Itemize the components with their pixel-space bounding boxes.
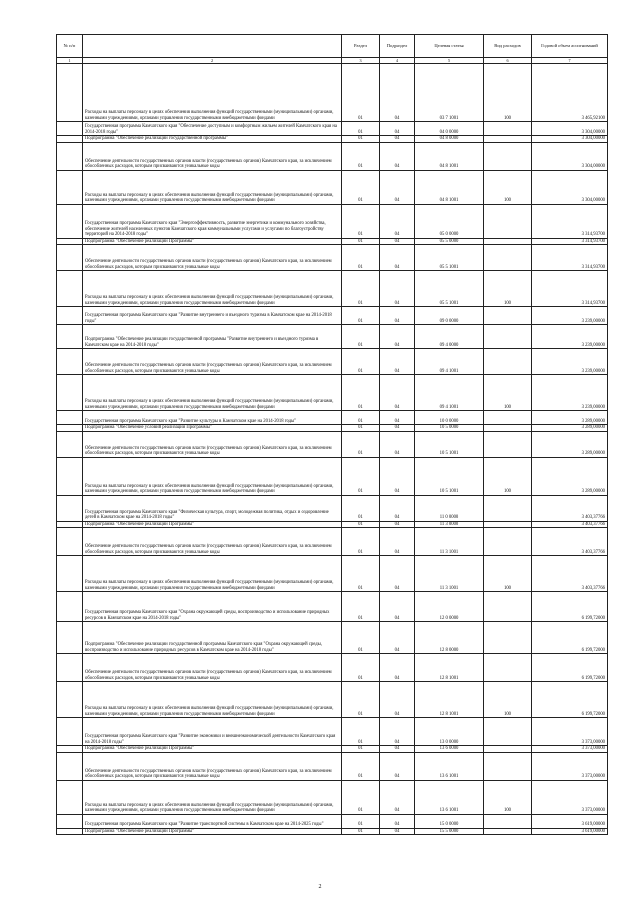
page-number: 2 xyxy=(318,884,322,890)
row-target-article: 05 5 0000 xyxy=(415,238,484,245)
row-subsection: 04 xyxy=(380,204,415,238)
table-row xyxy=(57,245,608,271)
row-amount: 3 403,37766 xyxy=(532,521,608,528)
row-section: 01 xyxy=(342,780,380,814)
row-number-cell xyxy=(57,349,83,375)
row-number-cell xyxy=(57,271,83,307)
table-row xyxy=(57,204,608,238)
row-section: 01 xyxy=(342,170,380,204)
column-number: 7 xyxy=(532,58,608,64)
row-expense-type xyxy=(484,622,532,654)
row-expense-type: 100 xyxy=(484,375,532,411)
header-target-article: Целевая статья xyxy=(415,35,484,58)
column-number: 4 xyxy=(380,58,415,64)
budget-table xyxy=(56,34,608,835)
row-description: Подпрограмма "Обеспечение реализации государственной программы Камчатского края "Охрана окружающей среды, воспроизводство и использование природных ресурсов в Камчатском крае на 2014-2018 годы" xyxy=(83,622,342,654)
table-row xyxy=(57,349,608,375)
row-expense-type xyxy=(484,431,532,457)
row-amount: 3 403,37766 xyxy=(532,528,608,556)
row-expense-type xyxy=(484,828,532,835)
row-description: Расходы на выплаты персоналу в целях обеспечения выполнения функций государственными (муниципальными) органами, казенными учреждениями, органами управления государственными внебюджетными фондами xyxy=(83,170,342,204)
row-number-cell xyxy=(57,170,83,204)
column-number: 1 xyxy=(57,58,83,64)
row-amount: 3 465,92100 xyxy=(532,64,608,122)
row-description: Государственная программа Камчатского края "Охрана окружающей среды, воспроизводство и использование природных ресурсов в Камчатском крае на 2014-2018 годы" xyxy=(83,592,342,622)
row-description: Обеспечение деятельности государственных органов власти (государственных органов) Камчатского края, за исключением обособленных расходов, которым присваиваются уникальные коды xyxy=(83,752,342,780)
row-target-article: 09 4 1001 xyxy=(415,349,484,375)
row-subsection: 04 xyxy=(380,411,415,425)
row-amount: 3 373,00000 xyxy=(532,752,608,780)
row-description: Подпрограмма "Обеспечение реализации Программы" xyxy=(83,746,342,753)
row-subsection: 04 xyxy=(380,654,415,682)
table-row xyxy=(57,375,608,411)
row-target-article: 10 5 1001 xyxy=(415,457,484,495)
row-number-cell xyxy=(57,654,83,682)
row-expense-type: 100 xyxy=(484,457,532,495)
row-number-cell xyxy=(57,431,83,457)
row-amount: 3 373,00000 xyxy=(532,718,608,746)
row-expense-type xyxy=(484,325,532,349)
row-expense-type xyxy=(484,718,532,746)
row-description: Подпрограмма "Обеспечение реализации Программы" xyxy=(83,238,342,245)
row-target-article: 05 5 1001 xyxy=(415,271,484,307)
row-subsection: 04 xyxy=(380,431,415,457)
row-target-article: 15 0 0000 xyxy=(415,814,484,828)
row-section: 01 xyxy=(342,622,380,654)
table-row xyxy=(57,752,608,780)
row-target-article: 10 5 0000 xyxy=(415,425,484,432)
row-subsection: 04 xyxy=(380,521,415,528)
row-number-cell xyxy=(57,528,83,556)
row-section: 01 xyxy=(342,204,380,238)
row-subsection: 04 xyxy=(380,457,415,495)
row-number-cell xyxy=(57,122,83,136)
row-number-cell xyxy=(57,495,83,521)
row-target-article: 11 0 0000 xyxy=(415,495,484,521)
row-description: Обеспечение деятельности государственных органов власти (государственных органов) Камчатского края, за исключением обособленных расходов, которым присваиваются уникальные коды xyxy=(83,528,342,556)
row-expense-type: 100 xyxy=(484,271,532,307)
row-section: 01 xyxy=(342,495,380,521)
row-description: Расходы на выплаты персоналу в целях обеспечения выполнения функций государственными (муниципальными) органами, казенными учреждениями, органами управления государственными внебюджетными фондами xyxy=(83,375,342,411)
row-description: Обеспечение деятельности государственных органов власти (государственных органов) Камчатского края, за исключением обособленных расходов, которым присваиваются уникальные коды xyxy=(83,431,342,457)
row-description: Расходы на выплаты персоналу в целях обеспечения выполнения функций государственными (муниципальными) органами, казенными учреждениями, органами управления государственными внебюджетными фондами xyxy=(83,780,342,814)
table-row xyxy=(57,622,608,654)
row-expense-type xyxy=(484,814,532,828)
row-expense-type: 100 xyxy=(484,780,532,814)
table-row xyxy=(57,780,608,814)
table-row xyxy=(57,122,608,136)
row-subsection: 04 xyxy=(380,170,415,204)
row-amount: 3 304,00000 xyxy=(532,142,608,170)
row-description: Обеспечение деятельности государственных органов власти (государственных органов) Камчатского края, за исключением обособленных расходов, которым присваиваются уникальные коды xyxy=(83,142,342,170)
row-target-article: 12 8 1001 xyxy=(415,654,484,682)
row-amount: 3 304,00000 xyxy=(532,170,608,204)
row-section: 01 xyxy=(342,271,380,307)
row-section: 01 xyxy=(342,375,380,411)
row-amount: 3 314,93700 xyxy=(532,204,608,238)
table-row xyxy=(57,170,608,204)
row-target-article: 13 6 1001 xyxy=(415,780,484,814)
table-row xyxy=(57,431,608,457)
row-subsection: 04 xyxy=(380,752,415,780)
row-target-article: 13 6 0000 xyxy=(415,746,484,753)
row-subsection: 04 xyxy=(380,136,415,143)
header-description xyxy=(83,35,342,58)
row-expense-type: 100 xyxy=(484,682,532,718)
row-target-article: 03 7 1001 xyxy=(415,64,484,122)
row-target-article: 10 5 1001 xyxy=(415,431,484,457)
row-expense-type xyxy=(484,349,532,375)
row-target-article: 05 0 0000 xyxy=(415,204,484,238)
row-target-article: 11 3 0000 xyxy=(415,521,484,528)
row-expense-type xyxy=(484,752,532,780)
row-number-cell xyxy=(57,752,83,780)
row-amount: 3 304,00000 xyxy=(532,122,608,136)
row-expense-type xyxy=(484,307,532,325)
row-description: Расходы на выплаты персоналу в целях обеспечения выполнения функций государственными (муниципальными) органами, казенными учреждениями, органами управления государственными внебюджетными фондами xyxy=(83,457,342,495)
row-number-cell xyxy=(57,204,83,238)
row-subsection: 04 xyxy=(380,814,415,828)
row-section: 01 xyxy=(342,425,380,432)
row-number-cell xyxy=(57,142,83,170)
row-amount: 3 403,37766 xyxy=(532,495,608,521)
row-subsection: 04 xyxy=(380,375,415,411)
table-row xyxy=(57,325,608,349)
row-description: Обеспечение деятельности государственных органов власти (государственных органов) Камчатского края, за исключением обособленных расходов, которым присваиваются уникальные коды xyxy=(83,654,342,682)
header-section: Раздел xyxy=(342,35,380,58)
row-expense-type: 100 xyxy=(484,64,532,122)
table-row xyxy=(57,271,608,307)
row-subsection: 04 xyxy=(380,245,415,271)
row-subsection: 04 xyxy=(380,718,415,746)
row-section: 01 xyxy=(342,411,380,425)
table-row xyxy=(57,814,608,828)
row-subsection: 04 xyxy=(380,122,415,136)
row-subsection: 04 xyxy=(380,238,415,245)
row-target-article: 04 0 0000 xyxy=(415,122,484,136)
row-subsection: 04 xyxy=(380,495,415,521)
table-row xyxy=(57,457,608,495)
row-expense-type xyxy=(484,592,532,622)
row-amount: 3 619,00000 xyxy=(532,814,608,828)
table-row xyxy=(57,495,608,521)
row-description: Государственная программа Камчатского края "Развитие внутреннего и въездного туризма в Камчатском крае на 2014-2018 годы" xyxy=(83,307,342,325)
row-target-article: 12 8 1001 xyxy=(415,682,484,718)
row-description: Государственная программа Камчатского края "Развитие экономики и внешнеэкономической деятельности Камчатского края на 2014-2018 годы" xyxy=(83,718,342,746)
row-section: 01 xyxy=(342,325,380,349)
column-number: 6 xyxy=(484,58,532,64)
row-amount: 6 199,72000 xyxy=(532,654,608,682)
row-number-cell xyxy=(57,375,83,411)
row-subsection: 04 xyxy=(380,556,415,592)
row-amount: 3 239,00000 xyxy=(532,349,608,375)
row-number-cell xyxy=(57,814,83,828)
row-subsection: 04 xyxy=(380,746,415,753)
row-amount: 3 239,00000 xyxy=(532,375,608,411)
row-amount: 3 289,00000 xyxy=(532,457,608,495)
row-description: Государственная программа Камчатского края "Развитие транспортной системы в Камчатском крае на 2014-2025 годы" xyxy=(83,814,342,828)
row-amount: 6 199,72000 xyxy=(532,622,608,654)
row-subsection: 04 xyxy=(380,592,415,622)
row-subsection: 04 xyxy=(380,349,415,375)
row-section: 01 xyxy=(342,828,380,835)
row-section: 01 xyxy=(342,556,380,592)
row-number-cell xyxy=(57,64,83,122)
row-description: Подпрограмма "Обеспечение реализации государственной программы "Развитие внутреннего и въездного туризма в Камчатском крае на 2014-2018 годы" xyxy=(83,325,342,349)
row-amount: 3 289,00000 xyxy=(532,431,608,457)
row-subsection: 04 xyxy=(380,64,415,122)
row-section: 01 xyxy=(342,814,380,828)
header-num: № п/п xyxy=(57,35,83,58)
row-section: 01 xyxy=(342,682,380,718)
row-target-article: 09 4 1001 xyxy=(415,375,484,411)
row-section: 01 xyxy=(342,349,380,375)
row-number-cell xyxy=(57,245,83,271)
row-number-cell xyxy=(57,828,83,835)
row-target-article: 12 0 0000 xyxy=(415,592,484,622)
row-number-cell xyxy=(57,556,83,592)
row-target-article: 11 3 1001 xyxy=(415,556,484,592)
row-subsection: 04 xyxy=(380,271,415,307)
header-annual-amount: Годовой объем ассигнований xyxy=(532,35,608,58)
row-expense-type: 100 xyxy=(484,556,532,592)
row-description: Подпрограмма "Обеспечение реализации Программы" xyxy=(83,828,342,835)
row-number-cell xyxy=(57,780,83,814)
table-body xyxy=(57,64,608,835)
row-subsection: 04 xyxy=(380,528,415,556)
row-amount: 3 373,00000 xyxy=(532,746,608,753)
row-target-article: 05 5 1001 xyxy=(415,245,484,271)
row-amount: 6 199,72000 xyxy=(532,682,608,718)
row-description: Подпрограмма "Обеспечение условий реализации Программы" xyxy=(83,425,342,432)
row-description: Расходы на выплаты персоналу в целях обеспечения выполнения функций государственными (муниципальными) органами, казенными учреждениями, органами управления государственными внебюджетными фондами xyxy=(83,271,342,307)
row-amount: 3 289,00000 xyxy=(532,411,608,425)
row-target-article: 15 5 0000 xyxy=(415,828,484,835)
row-subsection: 04 xyxy=(380,780,415,814)
row-section: 01 xyxy=(342,592,380,622)
row-description: Подпрограмма "Обеспечение реализации Программы" xyxy=(83,521,342,528)
row-section: 01 xyxy=(342,307,380,325)
row-amount: 3 314,93700 xyxy=(532,238,608,245)
row-expense-type xyxy=(484,495,532,521)
row-expense-type xyxy=(484,204,532,238)
header-row xyxy=(57,35,608,58)
row-amount: 3 373,00000 xyxy=(532,780,608,814)
row-section: 01 xyxy=(342,64,380,122)
row-amount: 3 619,00000 xyxy=(532,828,608,835)
table-row xyxy=(57,654,608,682)
row-description: Государственная программа Камчатского края "Энергоэффективность, развитие энергетики и коммунального хозяйства, обеспечение жителей населенных пунктов Камчатского края коммунальными услугами и услугами по благоустройству территорий на 2014-2018 годы" xyxy=(83,204,342,238)
row-target-article: 13 0 0000 xyxy=(415,718,484,746)
row-section: 01 xyxy=(342,238,380,245)
row-expense-type xyxy=(484,245,532,271)
row-amount: 3 403,37766 xyxy=(532,556,608,592)
row-section: 01 xyxy=(342,746,380,753)
header-subsection: Подраздел xyxy=(380,35,415,58)
row-subsection: 04 xyxy=(380,622,415,654)
row-subsection: 04 xyxy=(380,682,415,718)
row-target-article: 04 8 1001 xyxy=(415,142,484,170)
row-amount: 6 199,72000 xyxy=(532,592,608,622)
row-number-cell xyxy=(57,592,83,622)
column-number: 5 xyxy=(415,58,484,64)
row-target-article: 10 0 0000 xyxy=(415,411,484,425)
row-number-cell xyxy=(57,682,83,718)
row-description: Расходы на выплаты персоналу в целях обеспечения выполнения функций государственными (муниципальными) органами, казенными учреждениями, органами управления государственными внебюджетными фондами xyxy=(83,682,342,718)
row-expense-type xyxy=(484,654,532,682)
row-description: Государственная программа Камчатского края "Развитие культуры в Камчатском крае на 2014-2018 годы" xyxy=(83,411,342,425)
row-subsection: 04 xyxy=(380,142,415,170)
row-expense-type: 100 xyxy=(484,170,532,204)
table-row xyxy=(57,592,608,622)
row-description: Государственная программа Камчатского края "Обеспечение доступным и комфортным жильем жителей Камчатского края на 2014-2018 годы" xyxy=(83,122,342,136)
table-row xyxy=(57,64,608,122)
row-target-article: 11 3 1001 xyxy=(415,528,484,556)
row-target-article: 09 0 0000 xyxy=(415,307,484,325)
row-section: 01 xyxy=(342,122,380,136)
row-target-article: 12 8 0000 xyxy=(415,622,484,654)
row-expense-type xyxy=(484,411,532,425)
row-section: 01 xyxy=(342,431,380,457)
row-description: Обеспечение деятельности государственных органов власти (государственных органов) Камчатского края, за исключением обособленных расходов, которым присваиваются уникальные коды xyxy=(83,349,342,375)
row-expense-type xyxy=(484,528,532,556)
row-subsection: 04 xyxy=(380,828,415,835)
row-target-article: 13 6 1001 xyxy=(415,752,484,780)
row-target-article: 04 8 0000 xyxy=(415,136,484,143)
row-section: 01 xyxy=(342,752,380,780)
column-number: 3 xyxy=(342,58,380,64)
row-section: 01 xyxy=(342,521,380,528)
row-description: Государственная программа Камчатского края "Физическая культура, спорт, молодежная политика, отдых и оздоровление детей в Камчатском крае на 2014-2018 годы" xyxy=(83,495,342,521)
table-row xyxy=(57,682,608,718)
row-section: 01 xyxy=(342,654,380,682)
row-description: Расходы на выплаты персоналу в целях обеспечения выполнения функций государственными (муниципальными) органами, казенными учреждениями, органами управления государственными внебюджетными фондами xyxy=(83,556,342,592)
row-amount: 3 239,00000 xyxy=(532,325,608,349)
row-description: Расходы на выплаты персоналу в целях обеспечения выполнения функций государственными (муниципальными) органами, казенными учреждениями, органами управления государственными внебюджетными фондами xyxy=(83,64,342,122)
table-row xyxy=(57,828,608,835)
column-number: 2 xyxy=(83,58,342,64)
table-row xyxy=(57,307,608,325)
row-target-article: 09 4 0000 xyxy=(415,325,484,349)
row-amount: 3 314,93700 xyxy=(532,245,608,271)
row-section: 01 xyxy=(342,718,380,746)
row-number-cell xyxy=(57,411,83,425)
row-section: 01 xyxy=(342,136,380,143)
row-amount: 3 239,00000 xyxy=(532,307,608,325)
row-number-cell xyxy=(57,457,83,495)
row-amount: 3 314,93700 xyxy=(532,271,608,307)
row-section: 01 xyxy=(342,457,380,495)
row-target-article: 04 8 1001 xyxy=(415,170,484,204)
table-row xyxy=(57,528,608,556)
row-number-cell xyxy=(57,325,83,349)
row-subsection: 04 xyxy=(380,307,415,325)
row-number-cell xyxy=(57,718,83,746)
row-subsection: 04 xyxy=(380,425,415,432)
row-section: 01 xyxy=(342,142,380,170)
row-number-cell xyxy=(57,307,83,325)
row-number-cell xyxy=(57,622,83,654)
row-subsection: 04 xyxy=(380,325,415,349)
table-row xyxy=(57,411,608,425)
row-expense-type xyxy=(484,122,532,136)
row-section: 01 xyxy=(342,528,380,556)
row-description: Обеспечение деятельности государственных органов власти (государственных органов) Камчатского края, за исключением обособленных расходов, которым присваиваются уникальные коды xyxy=(83,245,342,271)
header-expense-type: Вид расходов xyxy=(484,35,532,58)
row-section: 01 xyxy=(342,245,380,271)
row-amount: 3 289,00000 xyxy=(532,425,608,432)
row-expense-type xyxy=(484,142,532,170)
table-row xyxy=(57,142,608,170)
row-amount: 3 304,00000 xyxy=(532,136,608,143)
row-description: Подпрограмма "Обеспечение реализации государственной программы" xyxy=(83,136,342,143)
table-row xyxy=(57,556,608,592)
table-row xyxy=(57,718,608,746)
